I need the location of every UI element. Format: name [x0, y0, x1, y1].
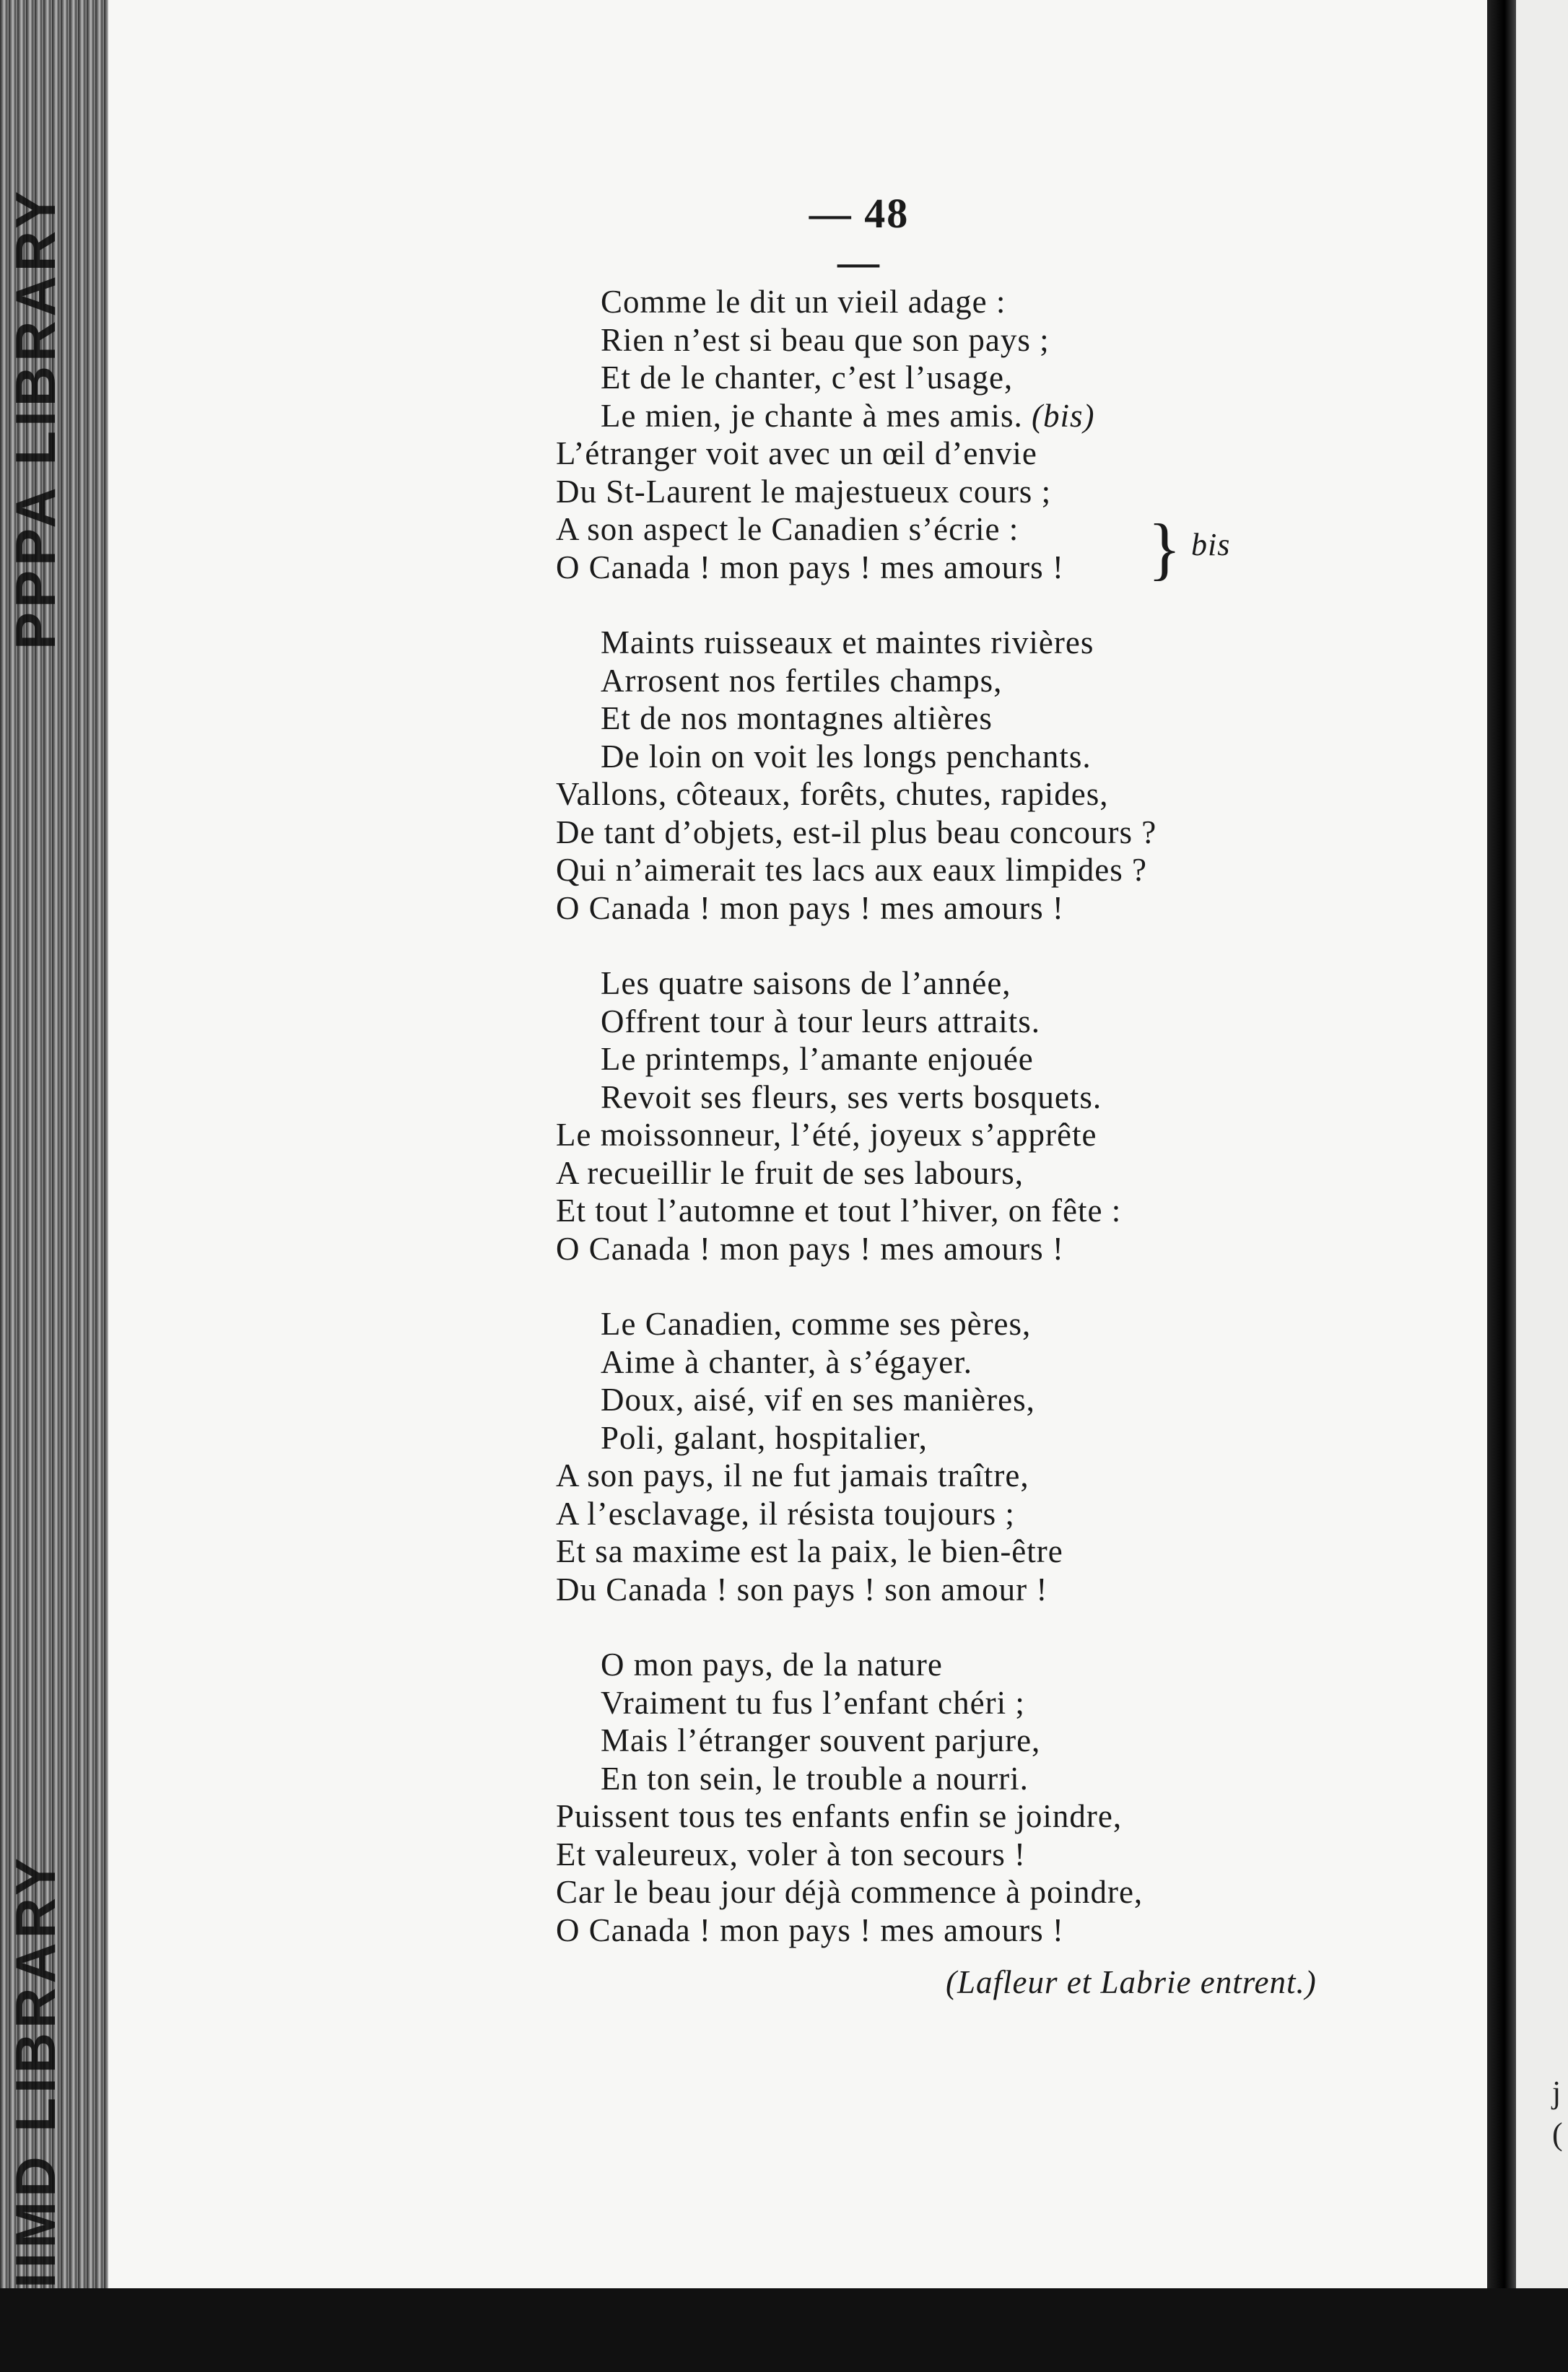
page-gutter-shadow: [1487, 0, 1516, 2288]
library-stamp-bottom: IIMD LIBRARY: [4, 1853, 67, 2288]
stanza: [556, 1646, 1422, 1949]
poem-line: Offrent tour à tour leurs attraits.: [601, 1003, 1040, 1039]
scan-bottom-margin: [0, 2288, 1568, 2372]
poem-line: Les quatre saisons de l’année,: [601, 965, 1011, 1001]
poem-line: Le printemps, l’amante enjouée: [601, 1041, 1034, 1077]
poem-line: O Canada ! mon pays ! mes amours !: [556, 549, 1064, 585]
poem-line: Puissent tous tes enfants enfin se joindre,: [556, 1798, 1123, 1834]
poem-line: Et de nos montagnes altières: [601, 700, 993, 736]
poem-line: Revoit ses fleurs, ses verts bosquets.: [601, 1078, 1102, 1115]
poem-line-text: Le mien, je chante à mes amis.: [601, 397, 1023, 434]
adjacent-page-fragment-line: (: [1552, 2116, 1563, 2152]
poem-line: De loin on voit les longs penchants.: [601, 738, 1092, 775]
poem-line: L’étranger voit avec un œil d’envie: [556, 435, 1037, 471]
stanza: [556, 624, 1422, 927]
book-page-edges: [0, 0, 108, 2372]
poem-line: [556, 397, 1422, 435]
poem-line: Mais l’étranger souvent parjure,: [601, 1722, 1041, 1758]
poem-line: Poli, galant, hospitalier,: [601, 1419, 928, 1456]
adjacent-page-fragment: [1552, 2072, 1563, 2155]
poem-line: Qui n’aimerait tes lacs aux eaux limpides ?: [556, 852, 1147, 888]
poem-line: Comme le dit un vieil adage :: [601, 284, 1006, 320]
poem-line: En ton sein, le trouble a nourri.: [601, 1760, 1029, 1797]
poem-line: Arrosent nos fertiles champs,: [601, 662, 1003, 699]
poem-line: Rien n’est si beau que son pays ;: [601, 321, 1050, 358]
repeat-marker-side: bis: [1191, 527, 1231, 562]
poem: [556, 283, 1422, 1987]
poem-line: Et valeureux, voler à ton secours !: [556, 1836, 1027, 1872]
poem-line: Le moissonneur, l’été, joyeux s’apprête: [556, 1117, 1097, 1153]
poem-line: Car le beau jour déjà commence à poindre,: [556, 1874, 1144, 1910]
poem-line: A l’esclavage, il résista toujours ;: [556, 1495, 1015, 1532]
poem-line: Doux, aisé, vif en ses manières,: [601, 1382, 1035, 1418]
poem-line: A son aspect le Canadien s’écrie :: [556, 511, 1019, 547]
poem-line: O Canada ! mon pays ! mes amours !: [556, 1911, 1064, 1948]
poem-line: Aime à chanter, à s’égayer.: [601, 1343, 972, 1380]
poem-line: Du Canada ! son pays ! son amour !: [556, 1571, 1048, 1608]
poem-line: Vraiment tu fus l’enfant chéri ;: [601, 1684, 1025, 1721]
poem-line: Et sa maxime est la paix, le bien-être: [556, 1533, 1063, 1569]
stage-direction: (Lafleur et Labrie entrent.): [946, 1964, 1317, 2000]
repeat-marker: (bis): [1032, 397, 1095, 434]
poem-line: Et tout l’automne et tout l’hiver, on fête :: [556, 1192, 1122, 1229]
poem-line: Et de le chanter, c’est l’usage,: [601, 359, 1014, 396]
repeated-couplet: [556, 510, 1422, 586]
poem-line: Du St-Laurent le majestueux cours ;: [556, 473, 1052, 510]
stanza: [556, 1305, 1422, 1608]
poem-line: De tant d’objets, est-il plus beau concours ?: [556, 814, 1157, 850]
page-number: — 48 —: [809, 190, 910, 285]
library-stamp-top: PPPA LIBRARY: [4, 186, 67, 650]
poem-line: Vallons, côteaux, forêts, chutes, rapides,: [556, 776, 1109, 812]
poem-line: O mon pays, de la nature: [601, 1647, 943, 1683]
poem-line: A son pays, il ne fut jamais traître,: [556, 1457, 1029, 1494]
stanza: [556, 283, 1422, 586]
poem-line: A recueillir le fruit de ses labours,: [556, 1154, 1024, 1191]
poem-line: O Canada ! mon pays ! mes amours !: [556, 1230, 1064, 1267]
poem-line: O Canada ! mon pays ! mes amours !: [556, 889, 1064, 926]
poem-line: Le Canadien, comme ses pères,: [601, 1306, 1032, 1342]
poem-line: Maints ruisseaux et maintes rivières: [601, 624, 1094, 660]
stanza: [556, 964, 1422, 1268]
adjacent-page-fragment-line: j: [1552, 2075, 1562, 2110]
adjacent-page: [1516, 0, 1568, 2288]
brace-icon: }: [1148, 510, 1182, 587]
